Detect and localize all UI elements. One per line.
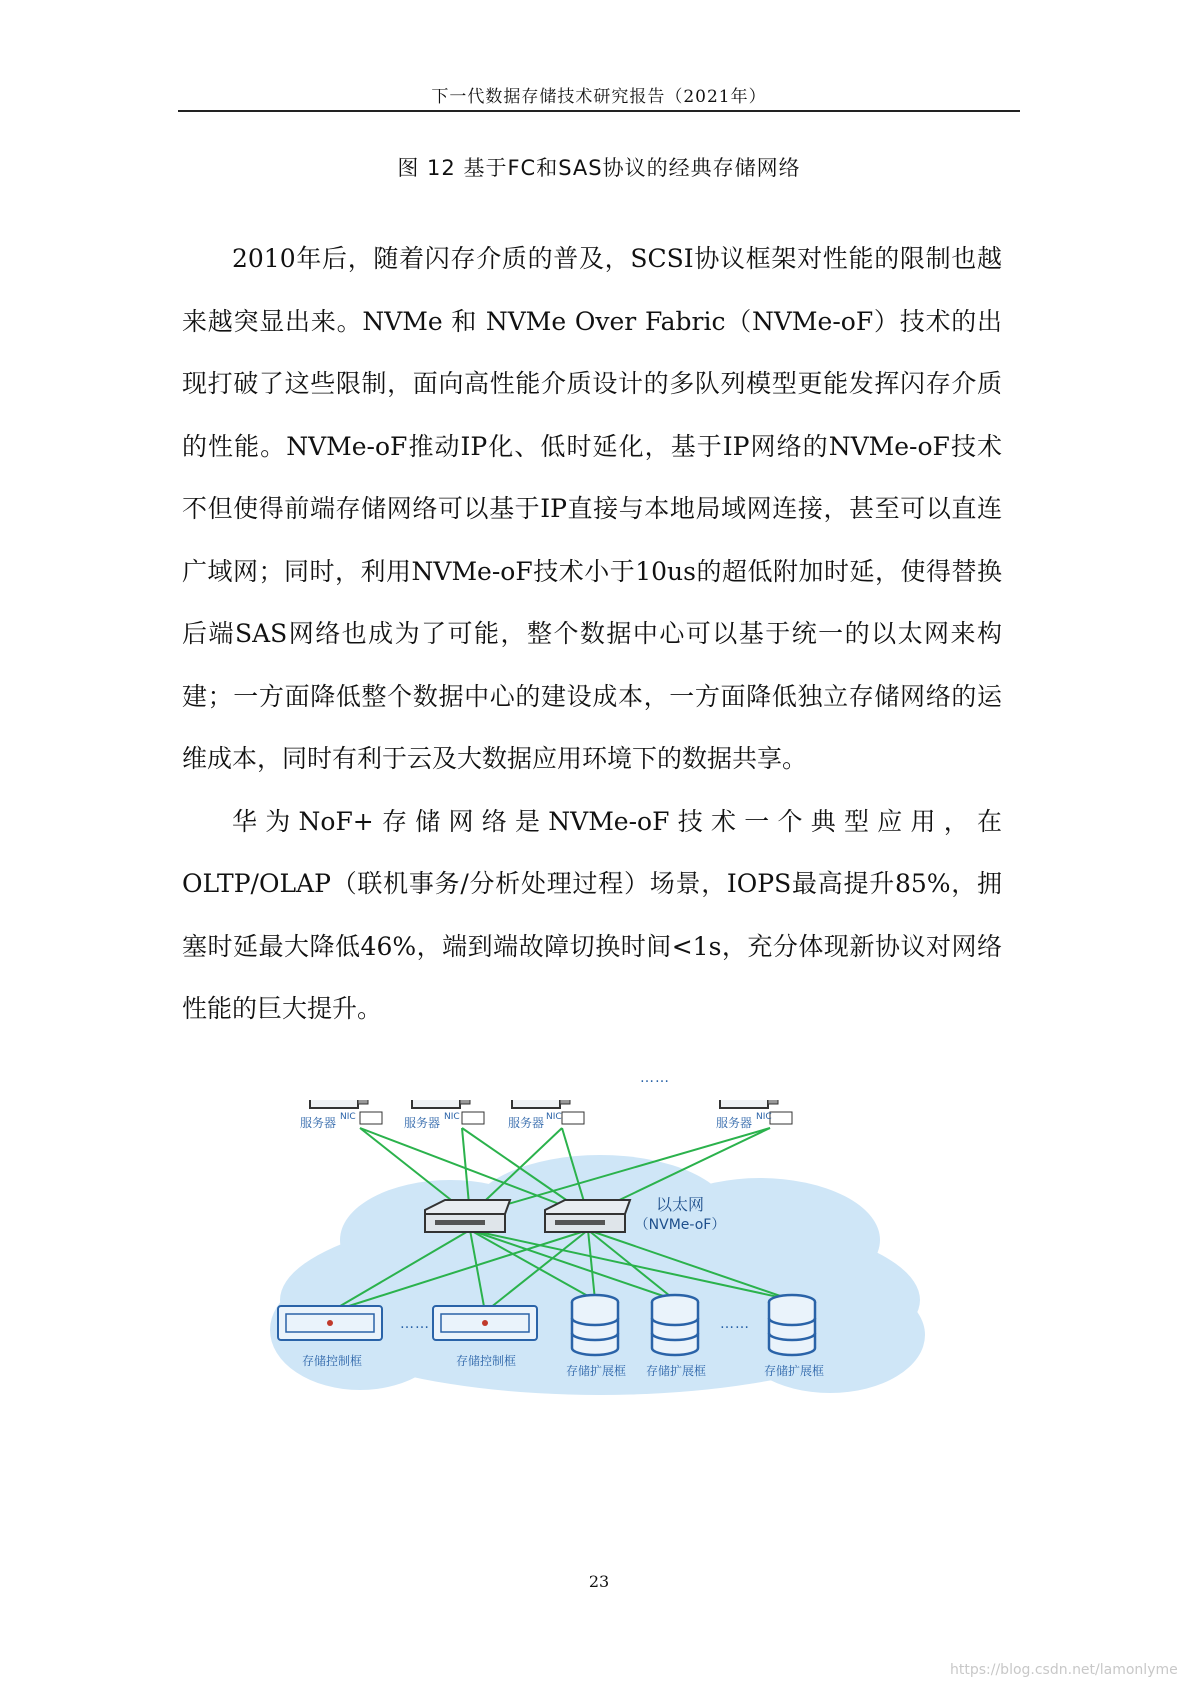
switch-1-icon: [425, 1200, 510, 1232]
server-1-nic-label: NIC: [340, 1112, 356, 1122]
server-3-nic-label: NIC: [546, 1112, 562, 1122]
server-2-nic-label: NIC: [444, 1112, 460, 1122]
storage-controller-2-icon: [433, 1306, 537, 1340]
storage-controller-1-icon: [278, 1306, 382, 1340]
ethernet-sublabel: （NVMe-oF）: [634, 1217, 726, 1233]
switch-2-icon: [545, 1200, 630, 1232]
server-4-label: 服务器: [716, 1116, 753, 1130]
storage-expansion-2-label: 存储扩展框: [646, 1364, 707, 1378]
storage-controller-2-label: 存储控制框: [456, 1354, 517, 1368]
storage-expansion-1-label: 存储扩展框: [566, 1364, 627, 1378]
network-diagram: [270, 1070, 930, 1490]
storage-expansion-2-icon: [652, 1295, 698, 1355]
ethernet-cloud: [270, 1155, 925, 1395]
figure-caption: 图 12 基于FC和SAS协议的经典存储网络: [397, 156, 801, 180]
ethernet-label: 以太网: [655, 1195, 704, 1214]
storage-expansion-3-icon: [769, 1295, 815, 1355]
server-4-nic-label: NIC: [756, 1112, 772, 1122]
watermark: https://blog.csdn.net/lamonlyme: [950, 1662, 1178, 1678]
servers-ellipsis: ……: [640, 1070, 670, 1086]
storage-controller-1-label: 存储控制框: [302, 1354, 363, 1368]
page-header: 下一代数据存储技术研究报告（2021年）: [431, 87, 767, 107]
expansion-ellipsis: ……: [720, 1316, 750, 1332]
paragraph-2: 华为NoF+存储网络是NVMe-oF技术一个典型应用，在OLTP/OLAP（联机事务/分析处理过程）场景，IOPS最高提升85%，拥塞时延最大降低46%，端到端故障切换时间<1s，充分体现新协议对网络性能的巨大提升。: [182, 806, 1002, 1023]
controllers-ellipsis: ……: [400, 1316, 430, 1332]
network-diagram-svg: [270, 1100, 930, 1490]
server-1-label: 服务器: [300, 1116, 337, 1130]
body-text: [182, 228, 1002, 1041]
storage-expansion-3-label: 存储扩展框: [764, 1364, 825, 1378]
server-3-label: 服务器: [508, 1116, 545, 1130]
storage-expansion-1-icon: [572, 1295, 618, 1355]
server-2-label: 服务器: [404, 1116, 441, 1130]
page-number: 23: [588, 1572, 610, 1591]
paragraph-1: 2010年后，随着闪存介质的普及，SCSI协议框架对性能的限制也越来越突显出来。NVMe 和 NVMe Over Fabric（NVMe-oF）技术的出现打破了这些限制，面向高性能介质设计的多队列模型更能发挥闪存介质的性能。NVMe-oF推动IP化、低时延化，基于IP网络的NVMe-oF技术不但使得前端存储网络可以基于IP直接与本地局域网连接，甚至可以直连广域网；同时，利用NVMe-oF技术小于10us的超低附加时延，使得替换后端SAS网络也成为了可能，整个数据中心可以基于统一的以太网来构建；一方面降低整个数据中心的建设成本，一方面降低独立存储网络的运维成本，同时有利于云及大数据应用环境下的数据共享。: [182, 244, 1002, 773]
header-rule: [178, 110, 1020, 112]
